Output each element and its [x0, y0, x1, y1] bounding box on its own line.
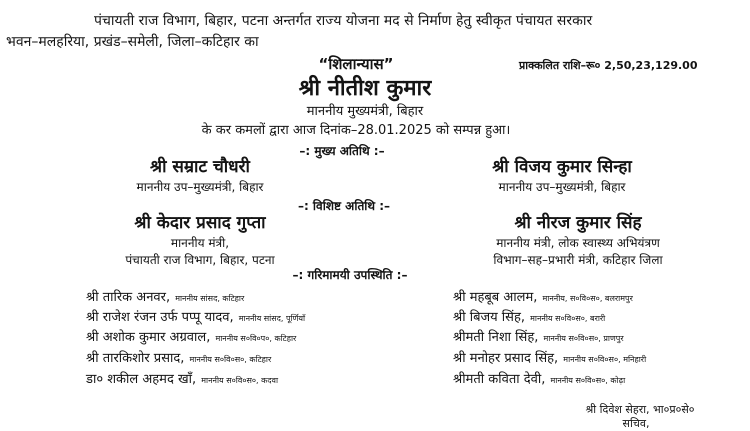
intro-line-1: पंचायती राज विभाग, बिहार, पटना अन्तर्गत राज्य योजना मद से निर्माण हेतु स्वीकृत पंचायत सरकार [94, 13, 593, 29]
dignitary-name: श्रीमती निशा सिंह, [453, 330, 539, 345]
dignitary-desc: माननीय स०वि०स०, कटिहार [189, 355, 272, 364]
chief-guest-designation-1: माननीय उप–मुख्यमंत्री, बिहार [136, 180, 264, 194]
chief-designation: माननीय मुख्यमंत्री, बिहार [306, 104, 424, 119]
dignitary-right-4 [453, 347, 646, 366]
dignitary-desc: माननीय, स०वि०स०, बलरामपुर [542, 294, 633, 303]
chief-guest-designation-2: माननीय उप–मुख्यमंत्री, बिहार [498, 180, 626, 194]
dignitary-desc: माननीय स०वि०स०, कोढ़ा [550, 376, 626, 385]
dignitary-left-5 [86, 368, 278, 387]
estimated-amount: प्राक्कलित राशि–रू० 2,50,23,129.00 [519, 59, 698, 72]
secretary-title: सचिव, [622, 417, 650, 430]
dignitary-desc: माननीय स०वि०स०, प्राणपुर [543, 334, 624, 343]
intro-line-2: भवन–मलहरिया, प्रखंड–समेली, जिला–कटिहार का [6, 34, 259, 50]
special-guest-designation-1b: पंचायती राज विभाग, बिहार, पटना [125, 253, 275, 267]
dignitary-name: श्री राजेश रंजन उर्फ पप्पू यादव, [86, 310, 234, 325]
dignitary-desc: माननीय स०वि०स०, बरारी [530, 314, 606, 323]
dignitary-name: श्री तारिक अनवर, [86, 290, 171, 305]
dignitary-left-1 [86, 286, 244, 305]
secretary-name: श्री दिवेश सेहरा, भा०प्र०से० [585, 403, 695, 416]
chief-guest-name-2: श्री विजय कुमार सिन्हा [492, 157, 632, 177]
dignitary-name: श्री बिजय सिंह, [453, 310, 526, 325]
dignitary-name: श्री तारकिशोर प्रसाद, [86, 351, 185, 366]
dignitary-left-2 [86, 306, 305, 325]
dignitary-name: श्रीमती कविता देवी, [453, 372, 546, 387]
dignitary-desc: माननीय स०वि०स०, मनिहारी [563, 355, 647, 364]
dignitary-right-3 [453, 326, 624, 345]
dignitary-desc: माननीय स०वि०स०, कदवा [201, 376, 279, 385]
special-guest-designation-1a: माननीय मंत्री, [170, 236, 230, 250]
dignitary-name: श्री महबूब आलम, [453, 290, 538, 305]
chief-guest-name-1: श्री सम्राट चौधरी [150, 157, 250, 177]
document-title: “शिलान्यास” [318, 55, 394, 73]
special-guest-name-1: श्री केदार प्रसाद गुप्ता [134, 213, 266, 233]
dignitary-right-5 [453, 368, 625, 387]
special-guest-designation-2b: विभाग–सह–प्रभारी मंत्री, कटिहार जिला [493, 253, 663, 267]
chief-name: श्री नीतीश कुमार [298, 76, 432, 101]
dignitary-name: श्री मनोहर प्रसाद सिंह, [453, 351, 559, 366]
section-special-guest: –: विशिष्ट अतिथि :– [297, 199, 391, 213]
dignitary-desc: माननीय सांसद, पूर्णियाँ [238, 314, 306, 323]
ceremony-line: के कर कमलों द्वारा आज दिनांक–28.01.2025 को सम्पन्न हुआ। [201, 123, 511, 138]
dignitary-right-1 [453, 286, 633, 305]
dignitary-right-2 [453, 306, 605, 325]
section-dignitaries: –: गरिमामयी उपस्थिति :– [292, 268, 408, 282]
dignitary-desc: माननीय स०वि०प०, कटिहार [215, 334, 297, 343]
dignitary-left-4 [86, 347, 271, 366]
dignitary-name: श्री अशोक कुमार अग्रवाल, [86, 330, 211, 345]
special-guest-designation-2a: माननीय मंत्री, लोक स्वास्थ्य अभियंत्रण [496, 236, 660, 250]
dignitary-left-3 [86, 326, 296, 345]
dignitary-name: डा० शकील अहमद खाँ, [86, 372, 197, 387]
section-chief-guest: –: मुख्य अतिथि :– [299, 144, 385, 158]
dignitary-desc: माननीय सांसद, कटिहार [175, 294, 245, 303]
special-guest-name-2: श्री नीरज कुमार सिंह [514, 213, 642, 233]
